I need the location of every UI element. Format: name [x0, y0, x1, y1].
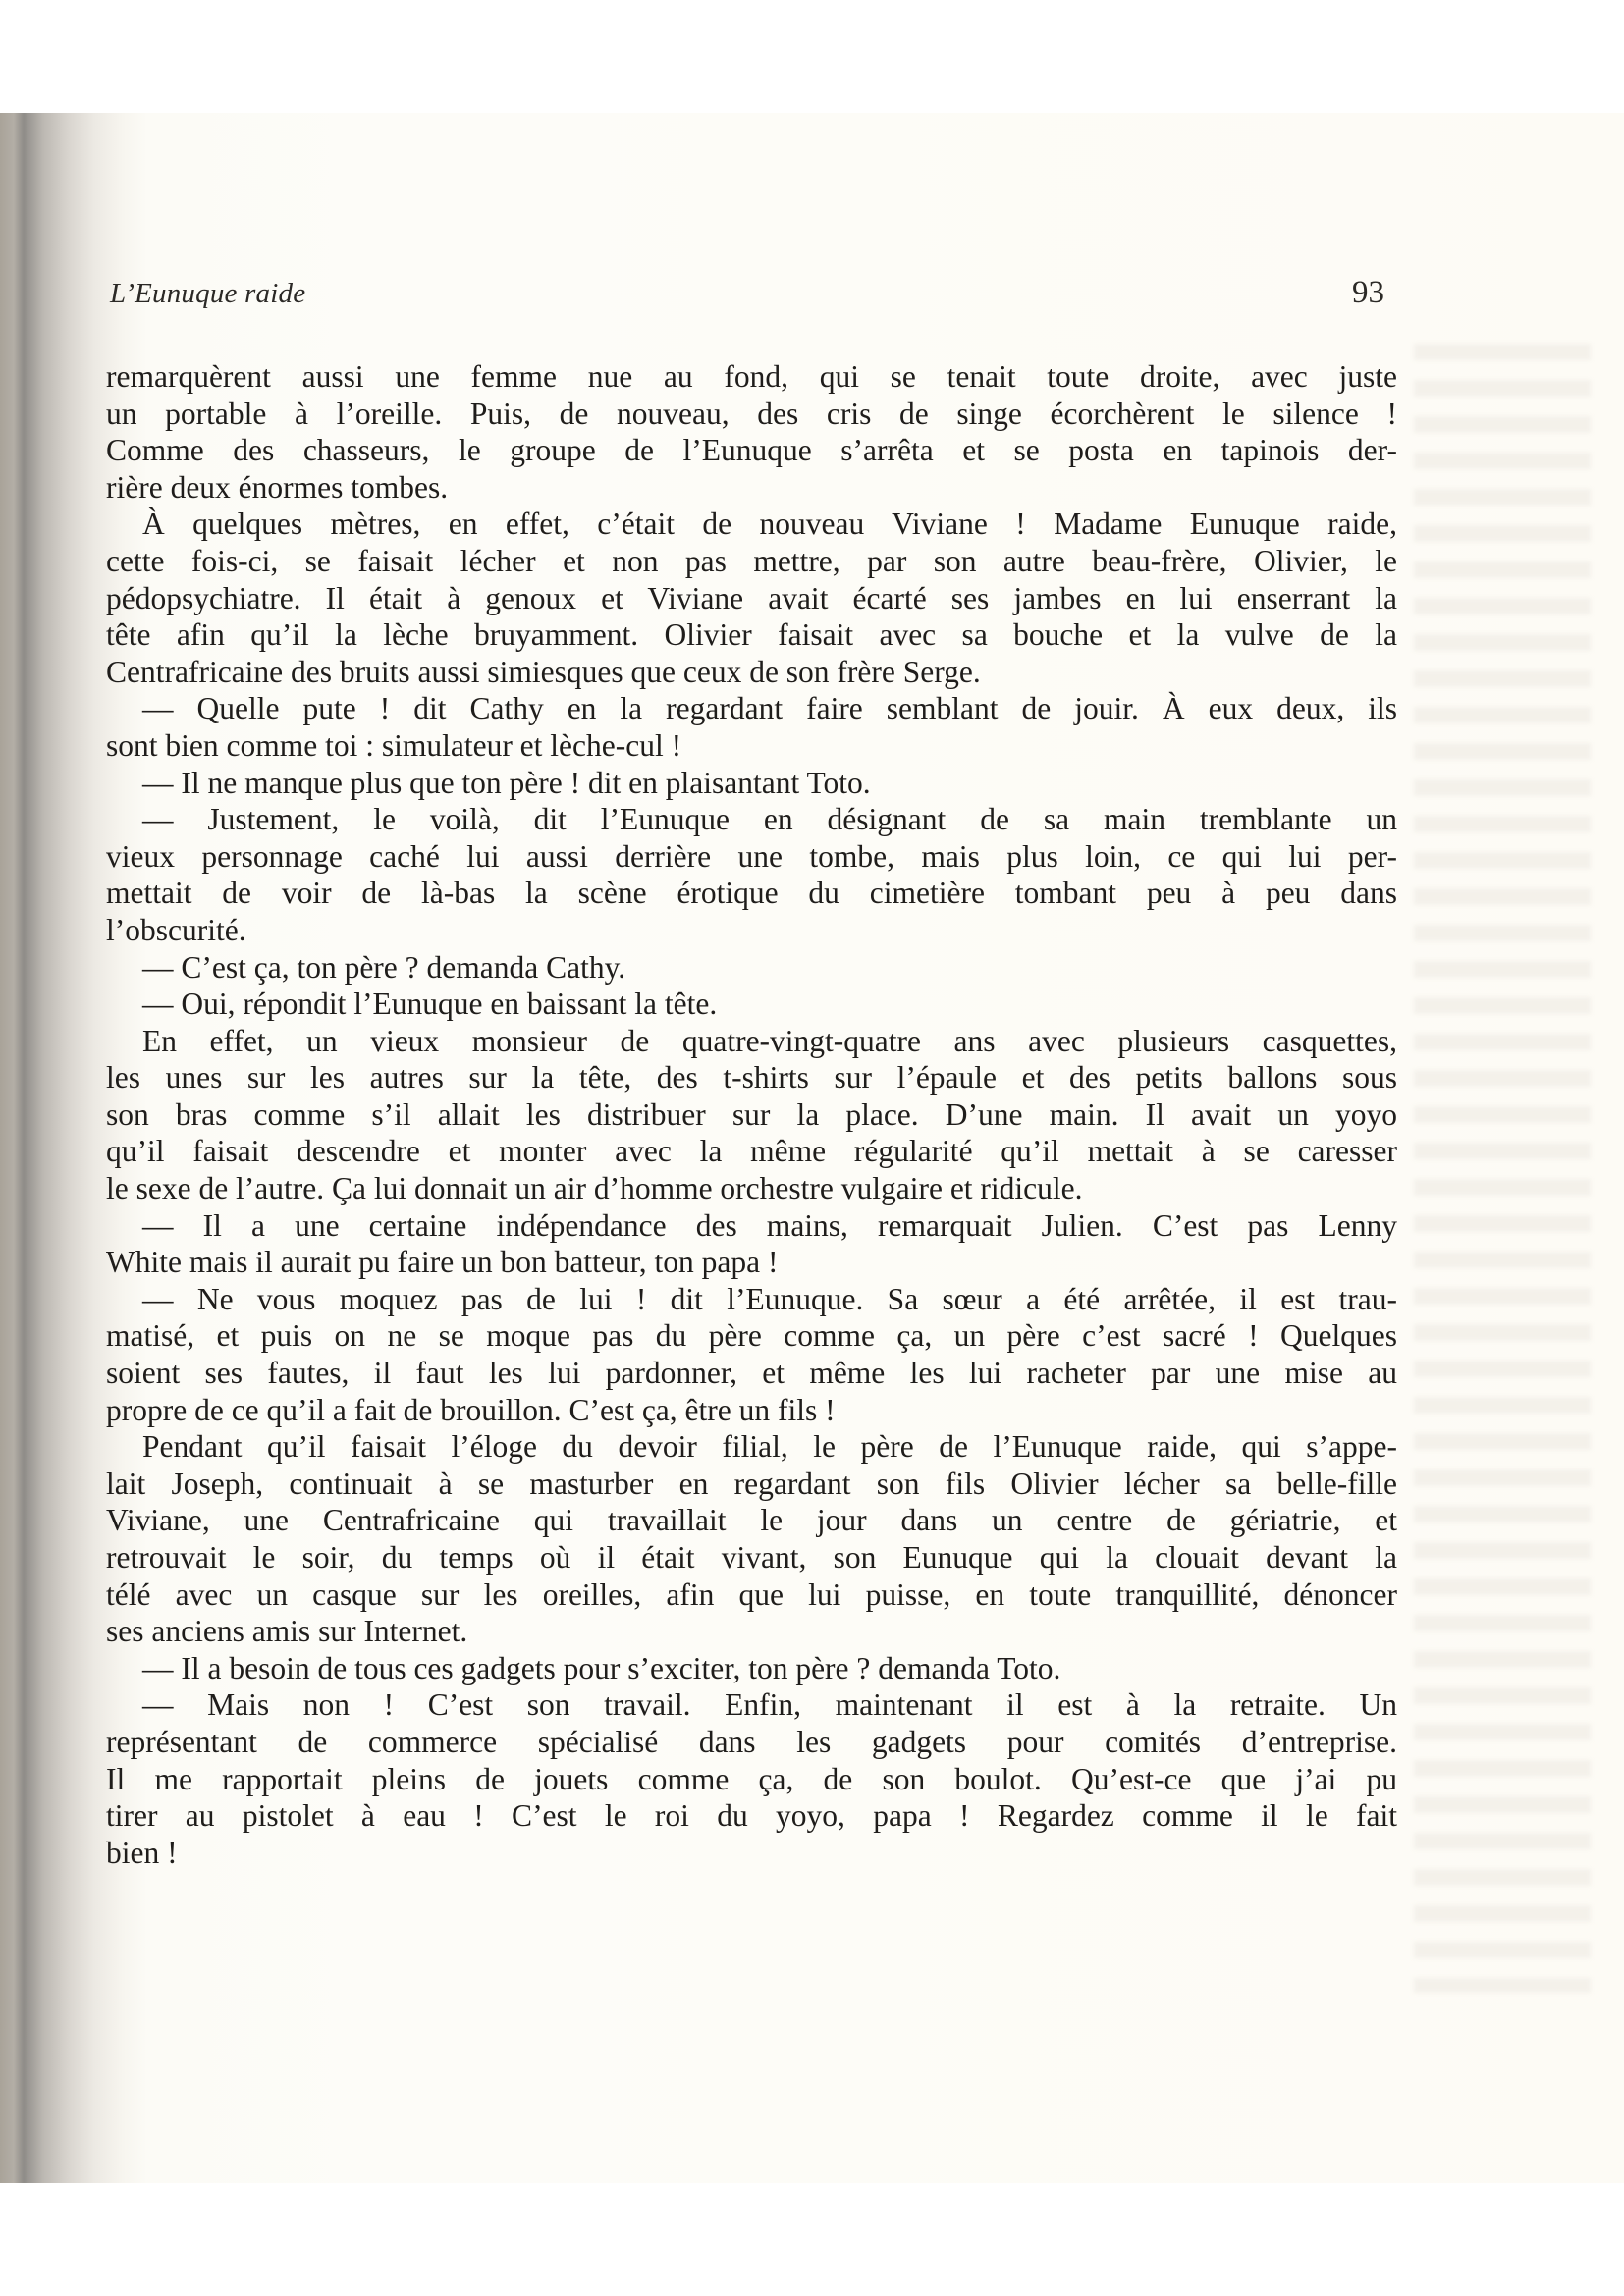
text-line: soient ses fautes, il faut les lui pardonner, et même les lui racheter par une mise au: [106, 1356, 1397, 1391]
paragraph: [106, 690, 1397, 764]
text-line: — Il a une certaine indépendance des mains, remarquait Julien. C’est pas Lenny: [142, 1207, 1397, 1243]
text-line: — Il a besoin de tous ces gadgets pour s’exciter, ton père ? demanda Toto.: [142, 1650, 1061, 1685]
text-line: — Quelle pute ! dit Cathy en la regardant faire semblant de jouir. À eux deux, ils: [142, 691, 1397, 726]
text-line: télé avec un casque sur les oreilles, afin que lui puisse, en toute tranquillité, dénoncer: [106, 1576, 1397, 1612]
paragraph: [106, 1650, 1397, 1687]
text-line: À quelques mètres, en effet, c’était de nouveau Viviane ! Madame Eunuque raide,: [142, 507, 1397, 542]
text-line: Il me rapportait pleins de jouets comme ça, de son boulot. Qu’est-ce que j’ai pu: [106, 1761, 1397, 1796]
text-line: — Ne vous moquez pas de lui ! dit l’Eunuque. Sa sœur a été arrêtée, il est trau-: [142, 1281, 1397, 1316]
show-through-text: [1414, 324, 1591, 1993]
text-line: En effet, un vieux monsieur de quatre-vingt-quatre ans avec plusieurs casquettes,: [142, 1023, 1397, 1058]
paragraph: [106, 358, 1397, 506]
text-line: retrouvait le soir, du temps où il était vivant, son Eunuque qui la clouait devant la: [106, 1540, 1397, 1575]
paragraph: [106, 506, 1397, 690]
text-line: représentant de commerce spécialisé dans les gadgets pour comités d’entreprise.: [106, 1724, 1397, 1759]
text-line: matisé, et puis on ne se moque pas du père comme ça, un père c’est sacré ! Quelques: [106, 1318, 1397, 1354]
text-line: Pendant qu’il faisait l’éloge du devoir filial, le père de l’Eunuque raide, qui s’appe-: [142, 1429, 1397, 1465]
text-line: vieux personnage caché lui aussi derrière une tombe, mais plus loin, ce qui lui per-: [106, 838, 1397, 874]
text-line: tête afin qu’il la lèche bruyamment. Olivier faisait avec sa bouche et la vulve de la: [106, 617, 1397, 653]
paragraph: [106, 765, 1397, 802]
paragraph: [106, 1023, 1397, 1207]
body-text: [106, 358, 1397, 1871]
text-line: un portable à l’oreille. Puis, de nouveau, des cris de singe écorchèrent le silence !: [106, 396, 1397, 431]
text-line: rière deux énormes tombes.: [106, 469, 449, 505]
text-line: son bras comme s’il allait les distribuer sur la place. D’une main. Il avait un yoyo: [106, 1096, 1397, 1132]
text-line: ses anciens amis sur Internet.: [106, 1614, 468, 1649]
text-line: le sexe de l’autre. Ça lui donnait un air d’homme orchestre vulgaire et ridicule.: [106, 1171, 1083, 1206]
text-line: pédopsychiatre. Il était à genoux et Viviane avait écarté ses jambes en lui enserrant la: [106, 580, 1397, 615]
paragraph: [106, 1686, 1397, 1871]
text-line: cette fois-ci, se faisait lécher et non pas mettre, par son autre beau-frère, Olivier, le: [106, 543, 1397, 578]
paragraph: [106, 1207, 1397, 1281]
text-line: — C’est ça, ton père ? demanda Cathy.: [142, 949, 626, 985]
text-line: lait Joseph, continuait à se masturber en regardant son fils Olivier lécher sa belle-fille: [106, 1466, 1397, 1501]
text-line: remarquèrent aussi une femme nue au fond, qui se tenait toute droite, avec juste: [106, 359, 1397, 394]
text-line: les unes sur les autres sur la tête, des t-shirts sur l’épaule et des petits ballons sous: [106, 1060, 1397, 1095]
text-line: White mais il aurait pu faire un bon batteur, ton papa !: [106, 1245, 779, 1280]
text-line: sont bien comme toi : simulateur et lèche-cul !: [106, 727, 682, 763]
paragraph: [106, 801, 1397, 948]
text-line: qu’il faisait descendre et monter avec la même régularité qu’il mettait à se caresser: [106, 1134, 1397, 1169]
text-line: — Mais non ! C’est son travail. Enfin, maintenant il est à la retraite. Un: [142, 1687, 1397, 1723]
text-line: mettait de voir de là-bas la scène érotique du cimetière tombant peu à peu dans: [106, 876, 1397, 911]
paragraph: [106, 949, 1397, 987]
paragraph: [106, 1428, 1397, 1650]
text-line: propre de ce qu’il a fait de brouillon. C’est ça, être un fils !: [106, 1392, 836, 1427]
text-line: — Justement, le voilà, dit l’Eunuque en désignant de sa main tremblante un: [142, 802, 1397, 837]
paragraph: [106, 986, 1397, 1023]
text-line: l’obscurité.: [106, 912, 246, 947]
text-line: — Il ne manque plus que ton père ! dit en plaisantant Toto.: [142, 765, 871, 800]
text-line: — Oui, répondit l’Eunuque en baissant la tête.: [142, 987, 718, 1022]
text-line: Viviane, une Centrafricaine qui travaillait le jour dans un centre de gériatrie, et: [106, 1503, 1397, 1538]
text-line: Comme des chasseurs, le groupe de l’Eunuque s’arrêta et se posta en tapinois der-: [106, 433, 1397, 468]
text-line: tirer au pistolet à eau ! C’est le roi du yoyo, papa ! Regardez comme il le fait: [106, 1798, 1397, 1834]
page-number: 93: [1352, 275, 1384, 310]
running-head: L’Eunuque raide: [110, 278, 306, 309]
text-line: Centrafricaine des bruits aussi simiesques que ceux de son frère Serge.: [106, 654, 981, 689]
text-line: bien !: [106, 1835, 178, 1870]
paragraph: [106, 1281, 1397, 1428]
